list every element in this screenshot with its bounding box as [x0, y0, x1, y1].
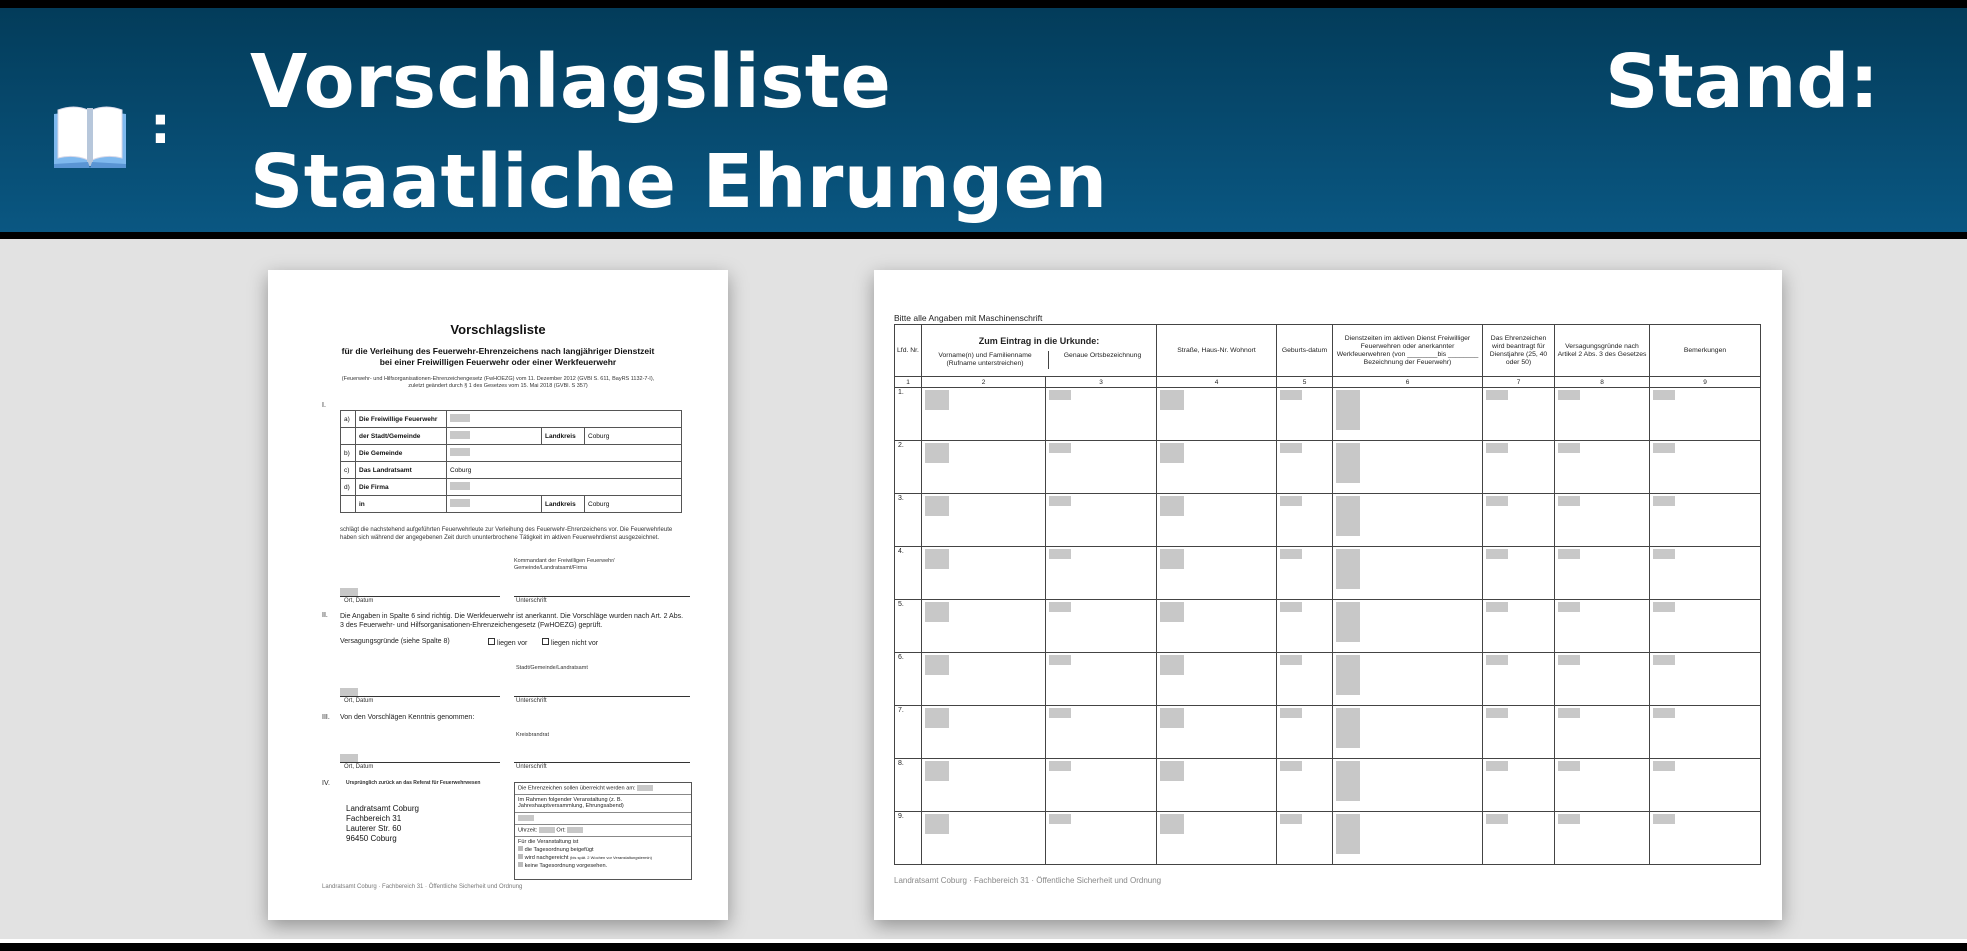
table-cell[interactable]	[1157, 600, 1277, 653]
section-4-text: Ursprünglich zurück an das Referat für Feuerwehrwesen	[346, 780, 481, 786]
law-line-2: zuletzt geändert durch § 1 des Gesetzes vom 15. Mai 2018 (GVBl. S 357)	[408, 383, 588, 389]
field-placeholder	[1336, 655, 1360, 695]
row-number: 8.	[895, 759, 922, 812]
table-cell[interactable]	[1483, 759, 1555, 812]
col-number: 1	[895, 377, 922, 388]
form-title: Vorschlagsliste	[450, 322, 546, 337]
page-title	[250, 32, 1108, 232]
field-placeholder	[1653, 602, 1675, 612]
versagung-label: Versagungsgründe (siehe Spalte 8)	[340, 638, 450, 645]
table-row	[895, 388, 1761, 441]
field-placeholder	[1336, 814, 1360, 854]
col-header-name: Vorname(n) und Familienname (Rufname unterstreichen)	[922, 351, 1049, 369]
signature-line	[514, 596, 690, 597]
agenda-attached: die Tagesordnung beigefügt	[524, 847, 594, 853]
liegen-vor-option[interactable]	[488, 638, 527, 647]
table-cell[interactable]	[922, 494, 1046, 547]
table-cell[interactable]	[1333, 388, 1483, 441]
col-header-dienstzeiten: Dienstzeiten im aktiven Dienst Freiwilliger Feuerwehren oder anerkannter Werkfeuerwehren (von ________bis ________ Bezeichnung der Feuerwehr)	[1333, 325, 1483, 377]
section-3-text: Von den Vorschlägen Kenntnis genommen:	[340, 714, 475, 721]
row-number: 2.	[895, 441, 922, 494]
field-placeholder	[1486, 761, 1508, 771]
field-placeholder	[1049, 655, 1071, 665]
field-placeholder	[1049, 443, 1071, 453]
field-placeholder	[1160, 443, 1184, 463]
ort-datum-label: Ort, Datum	[344, 598, 374, 604]
field-placeholder	[1486, 549, 1508, 559]
table-cell[interactable]	[1483, 547, 1555, 600]
table-cell[interactable]	[1650, 441, 1761, 494]
field-placeholder	[1336, 761, 1360, 801]
table-row	[895, 759, 1761, 812]
table-cell[interactable]	[1046, 600, 1157, 653]
table-cell[interactable]	[1046, 388, 1157, 441]
table-cell[interactable]	[1046, 706, 1157, 759]
table-row	[895, 812, 1761, 865]
law-reference	[308, 376, 688, 390]
field-placeholder	[1160, 602, 1184, 622]
table-cell[interactable]	[1046, 653, 1157, 706]
checkbox-icon[interactable]	[518, 862, 523, 867]
urkunde-heading: Zum Eintrag in die Urkunde:	[978, 335, 1100, 346]
field-placeholder	[1049, 761, 1071, 771]
ceremony-date-row[interactable]	[515, 783, 691, 795]
field-placeholder	[1280, 443, 1302, 453]
table-cell[interactable]	[1277, 494, 1333, 547]
table-row	[895, 441, 1761, 494]
field-placeholder	[1336, 443, 1360, 483]
row-number: 6.	[895, 653, 922, 706]
table-cell[interactable]	[1046, 812, 1157, 865]
field-placeholder	[1558, 761, 1580, 771]
table-cell[interactable]	[1555, 600, 1650, 653]
table-cell[interactable]	[1333, 494, 1483, 547]
table-cell[interactable]	[1333, 706, 1483, 759]
checkbox-icon[interactable]	[488, 638, 495, 645]
field-placeholder	[1160, 549, 1184, 569]
field-placeholder	[1280, 761, 1302, 771]
landkreis-value: Coburg	[585, 428, 682, 445]
city-field[interactable]	[447, 428, 542, 445]
row-label: der Stadt/Gemeinde	[356, 428, 447, 445]
table-cell[interactable]	[1555, 706, 1650, 759]
table-cell[interactable]	[1483, 441, 1555, 494]
ort-label: Ort:	[556, 827, 566, 834]
table-cell[interactable]	[1333, 441, 1483, 494]
table-cell[interactable]	[1555, 812, 1650, 865]
section-3-marker: III.	[322, 714, 330, 721]
subtitle-line-1: für die Verleihung des Feuerwehr-Ehrenzeichens nach langjähriger Dienstzeit	[341, 346, 655, 356]
field-placeholder	[1049, 496, 1071, 506]
field-placeholder	[1049, 390, 1071, 400]
table-cell[interactable]	[1650, 759, 1761, 812]
field-placeholder	[1653, 390, 1675, 400]
field-placeholder	[925, 814, 949, 834]
ceremony-event-field[interactable]	[515, 813, 691, 825]
company-field[interactable]	[447, 479, 682, 496]
signature-line	[514, 696, 690, 697]
field-placeholder	[1653, 708, 1675, 718]
checkbox-icon[interactable]	[518, 846, 523, 851]
field-placeholder	[1486, 443, 1508, 453]
field-placeholder	[1160, 390, 1184, 410]
table-cell[interactable]	[1555, 547, 1650, 600]
table-cell[interactable]	[922, 547, 1046, 600]
table-cell[interactable]	[1483, 494, 1555, 547]
nominee-table	[894, 324, 1761, 865]
row-letter: c)	[341, 462, 356, 479]
field-placeholder	[1049, 549, 1071, 559]
agenda-label: Für die Veranstaltung ist	[518, 839, 579, 845]
table-cell[interactable]	[1157, 812, 1277, 865]
field-placeholder	[1558, 602, 1580, 612]
agenda-options	[515, 837, 691, 879]
table-cell[interactable]	[1157, 388, 1277, 441]
field-placeholder	[925, 443, 949, 463]
table-cell[interactable]	[1277, 388, 1333, 441]
table-cell[interactable]	[1333, 759, 1483, 812]
table-cell[interactable]	[1555, 653, 1650, 706]
agenda-none: keine Tagesordnung vorgesehen.	[524, 863, 608, 869]
ceremony-box	[514, 782, 692, 880]
table-row	[895, 600, 1761, 653]
table-cell[interactable]	[1157, 547, 1277, 600]
col-header-lfd: Lfd. Nr.	[895, 325, 922, 377]
field-placeholder	[1558, 708, 1580, 718]
address-block	[346, 804, 419, 844]
field-placeholder	[1653, 814, 1675, 824]
table-cell[interactable]	[1046, 494, 1157, 547]
company-city-field[interactable]	[447, 496, 542, 513]
field-placeholder	[1486, 390, 1508, 400]
top-border	[0, 0, 1967, 8]
date-placeholder	[340, 688, 358, 696]
table-cell[interactable]	[1277, 441, 1333, 494]
row-label: Die Firma	[356, 479, 447, 496]
field-placeholder	[1486, 708, 1508, 718]
landkreis-value: Coburg	[585, 496, 682, 513]
ort-datum-label: Ort, Datum	[344, 698, 374, 704]
field-placeholder	[1160, 496, 1184, 516]
field-placeholder	[1558, 443, 1580, 453]
col-header-dienstjahre: Das Ehrenzeichen wird beantragt für Dienstjahre (25, 40 oder 50)	[1483, 325, 1555, 377]
col-number: 7	[1483, 377, 1555, 388]
address-line: 96450 Coburg	[346, 834, 397, 843]
field-placeholder	[1280, 655, 1302, 665]
col-header-versagung: Versagungsgründe nach Artikel 2 Abs. 3 des Gesetzes	[1555, 325, 1650, 377]
field-placeholder	[925, 655, 949, 675]
field-placeholder	[1486, 814, 1508, 824]
table-cell[interactable]	[1483, 653, 1555, 706]
table-cell[interactable]	[1277, 547, 1333, 600]
row-number: 4.	[895, 547, 922, 600]
row-number: 9.	[895, 812, 922, 865]
table-cell[interactable]	[1157, 441, 1277, 494]
landkreis-label: Landkreis	[542, 428, 585, 445]
table-row	[895, 706, 1761, 759]
field-placeholder	[925, 390, 949, 410]
date-placeholder	[340, 588, 358, 596]
ort-datum-label: Ort, Datum	[344, 764, 374, 770]
table-cell[interactable]	[1333, 812, 1483, 865]
table-cell[interactable]	[1333, 547, 1483, 600]
field-placeholder	[925, 602, 949, 622]
table-cell[interactable]	[1650, 706, 1761, 759]
field-placeholder	[925, 761, 949, 781]
field-placeholder	[1280, 549, 1302, 559]
field-placeholder	[1160, 708, 1184, 728]
field-placeholder	[1160, 761, 1184, 781]
section-2-text: Die Angaben in Spalte 6 sind richtig. Die Werkfeuerwehr ist anerkannt. Die Vorschläge wurden nach Art. 2 Abs. 3 des Feuerwehr- und Hilfsorganisationen-Ehrenzeichengesetz (FwHOEZG) geprüft.	[340, 613, 684, 629]
ceremony-event-row: Im Rahmen folgender Veranstaltung (z. B. Jahreshauptversammlung, Ehrungsabend)	[515, 795, 691, 813]
page-footer: Landratsamt Coburg · Fachbereich 31 · Öffentliche Sicherheit und Ordnung	[322, 884, 523, 890]
proposal-text: schlägt die nachstehend aufgeführten Feuerwehrleute zur Verleihung des Feuerwehr-Ehrenzeichens vor. Die Feuerwehrleute haben sich während der angegebenen Zeit durch ununterbrochene Tätigkeit im aktiven Feuerwehrdienst ausgezeichnet.	[340, 527, 673, 541]
kommandant-label: Kommandant der Freiwilligen Feuerwehr/ Gemeinde/Landratsamt/Firma	[514, 558, 615, 571]
col-header-urkunde	[922, 325, 1157, 377]
agenda-later: wird nachgereicht	[524, 855, 569, 861]
liegen-vor-label: liegen vor	[497, 640, 528, 647]
field-placeholder	[1558, 549, 1580, 559]
municipality-field[interactable]	[447, 445, 682, 462]
ceremony-time-row[interactable]	[515, 825, 691, 837]
field-placeholder	[925, 549, 949, 569]
field-placeholder	[1486, 655, 1508, 665]
field-placeholder	[1558, 496, 1580, 506]
col-number: 5	[1277, 377, 1333, 388]
field-placeholder	[1486, 602, 1508, 612]
col-number: 8	[1555, 377, 1650, 388]
field-placeholder	[1336, 390, 1360, 430]
uhrzeit-label: Uhrzeit:	[518, 827, 538, 834]
field-placeholder	[1049, 814, 1071, 824]
header-banner	[0, 8, 1967, 232]
document-page-table	[874, 270, 1782, 920]
table-cell[interactable]	[1046, 441, 1157, 494]
field-placeholder	[925, 496, 949, 516]
document-page-form	[268, 270, 728, 920]
table-cell[interactable]	[1157, 759, 1277, 812]
table-row	[895, 547, 1761, 600]
open-book-icon	[48, 100, 132, 170]
row-number: 1.	[895, 388, 922, 441]
stadt-label: Stadt/Gemeinde/Landratsamt	[516, 665, 588, 671]
field-placeholder	[1653, 655, 1675, 665]
table-cell[interactable]	[922, 653, 1046, 706]
table-cell[interactable]	[1046, 547, 1157, 600]
table-row	[895, 494, 1761, 547]
title-line-1: Vorschlagsliste	[250, 39, 892, 125]
field-placeholder	[1336, 496, 1360, 536]
header-colon: :	[150, 96, 171, 156]
form-subtitle	[268, 346, 728, 368]
table-cell[interactable]	[1157, 653, 1277, 706]
kreisbrandrat-label: Kreisbrandrat	[516, 732, 550, 738]
checkbox-icon[interactable]	[518, 854, 523, 859]
header-divider	[0, 232, 1967, 239]
table-cell[interactable]	[1650, 547, 1761, 600]
row-number: 7.	[895, 706, 922, 759]
table-cell[interactable]	[1555, 388, 1650, 441]
row-letter: d)	[341, 479, 356, 496]
table-cell[interactable]	[922, 812, 1046, 865]
title-line-2: Staatliche Ehrungen	[250, 139, 1108, 225]
table-cell[interactable]	[1046, 759, 1157, 812]
agenda-later-note: (bis spät. 2 Wochen vor Veranstaltungstermin)	[569, 855, 652, 860]
stand-label: Stand:	[1605, 39, 1879, 125]
field-placeholder	[1653, 549, 1675, 559]
field-placeholder	[1558, 655, 1580, 665]
liegen-nicht-vor-label: liegen nicht vor	[551, 640, 599, 647]
section-2-marker: II.	[322, 612, 328, 619]
table-cell[interactable]	[1157, 494, 1277, 547]
field-placeholder	[1280, 814, 1302, 824]
table-cell[interactable]	[1650, 600, 1761, 653]
fire-brigade-field[interactable]	[447, 411, 682, 428]
district-office-value: Coburg	[447, 462, 682, 479]
field-placeholder	[1160, 655, 1184, 675]
applicant-table	[340, 410, 682, 513]
table-cell[interactable]	[1483, 600, 1555, 653]
table-cell[interactable]	[1483, 388, 1555, 441]
row-label: Die Freiwillige Feuerwehr	[356, 411, 447, 428]
row-label: Das Landratsamt	[356, 462, 447, 479]
field-placeholder	[1653, 496, 1675, 506]
typewriter-note: Bitte alle Angaben mit Maschinenschrift	[894, 313, 1043, 323]
signature-line	[340, 696, 500, 697]
field-placeholder	[1280, 390, 1302, 400]
table-cell[interactable]	[1555, 441, 1650, 494]
field-placeholder	[1336, 549, 1360, 589]
field-placeholder	[1049, 708, 1071, 718]
bottom-border	[0, 939, 1967, 951]
ceremony-date-label: Die Ehrenzeichen sollen überreicht werden am:	[518, 785, 636, 792]
col-header-ort: Genaue Ortsbezeichnung	[1063, 351, 1142, 359]
subtitle-line-2: bei einer Freiwilligen Feuerwehr oder einer Werkfeuerwehr	[379, 357, 617, 367]
unterschrift-label: Unterschrift	[516, 698, 547, 704]
field-placeholder	[1558, 390, 1580, 400]
checkbox-icon[interactable]	[542, 638, 549, 645]
unterschrift-label: Unterschrift	[516, 598, 547, 604]
section-4-marker: IV.	[322, 780, 330, 787]
table-cell[interactable]	[922, 706, 1046, 759]
col-number: 9	[1650, 377, 1761, 388]
table-cell[interactable]	[1157, 706, 1277, 759]
field-placeholder	[1280, 496, 1302, 506]
table-cell[interactable]	[1277, 653, 1333, 706]
field-placeholder	[1336, 602, 1360, 642]
section-1-marker: I.	[322, 402, 326, 409]
field-placeholder	[1280, 602, 1302, 612]
col-header-bemerkungen: Bemerkungen	[1650, 325, 1761, 377]
table-cell[interactable]	[1277, 706, 1333, 759]
page-footer: Landratsamt Coburg · Fachbereich 31 · Öffentliche Sicherheit und Ordnung	[894, 876, 1162, 885]
address-line: Fachbereich 31	[346, 814, 402, 823]
table-cell[interactable]	[1483, 812, 1555, 865]
table-cell[interactable]	[1277, 759, 1333, 812]
col-header-geburtsdatum: Geburts-datum	[1277, 325, 1333, 377]
table-cell[interactable]	[1333, 600, 1483, 653]
signature-line	[340, 762, 500, 763]
address-line: Landratsamt Coburg	[346, 804, 419, 813]
table-row	[895, 653, 1761, 706]
landkreis-label: Landkreis	[542, 496, 585, 513]
address-line: Lauterer Str. 60	[346, 824, 402, 833]
table-cell[interactable]	[922, 759, 1046, 812]
col-header-strasse: Straße, Haus-Nr. Wohnort	[1157, 325, 1277, 377]
col-number: 3	[1046, 377, 1157, 388]
table-cell[interactable]	[1650, 653, 1761, 706]
table-cell[interactable]	[922, 600, 1046, 653]
liegen-nicht-vor-option[interactable]	[542, 638, 598, 647]
table-cell[interactable]	[1650, 388, 1761, 441]
table-cell[interactable]	[1333, 653, 1483, 706]
table-cell[interactable]	[1277, 600, 1333, 653]
field-placeholder	[1653, 761, 1675, 771]
field-placeholder	[1486, 496, 1508, 506]
col-number: 4	[1157, 377, 1277, 388]
table-cell[interactable]	[1483, 706, 1555, 759]
row-label: in	[356, 496, 447, 513]
table-cell[interactable]	[1650, 812, 1761, 865]
date-placeholder	[340, 754, 358, 762]
signature-line	[340, 596, 500, 597]
row-number: 3.	[895, 494, 922, 547]
row-number: 5.	[895, 600, 922, 653]
table-cell[interactable]	[1555, 494, 1650, 547]
row-letter: a)	[341, 411, 356, 428]
table-cell[interactable]	[1650, 494, 1761, 547]
field-placeholder	[1049, 602, 1071, 612]
row-label: Die Gemeinde	[356, 445, 447, 462]
row-letter: b)	[341, 445, 356, 462]
field-placeholder	[1558, 814, 1580, 824]
field-placeholder	[1280, 708, 1302, 718]
field-placeholder	[1160, 814, 1184, 834]
col-number: 2	[922, 377, 1046, 388]
table-cell[interactable]	[922, 388, 1046, 441]
table-cell[interactable]	[1277, 812, 1333, 865]
law-line-1: (Feuerwehr- und Hilfsorganisationen-Ehrenzeichengesetz (FwHOEZG) vom 11. Dezember 2012 (GVBl S. 611, BayRS 1132-7-I),	[341, 376, 655, 382]
field-placeholder	[925, 708, 949, 728]
field-placeholder	[1336, 708, 1360, 748]
field-placeholder	[1653, 443, 1675, 453]
unterschrift-label: Unterschrift	[516, 764, 547, 770]
table-cell[interactable]	[922, 441, 1046, 494]
signature-line	[514, 762, 690, 763]
table-cell[interactable]	[1555, 759, 1650, 812]
col-number: 6	[1333, 377, 1483, 388]
